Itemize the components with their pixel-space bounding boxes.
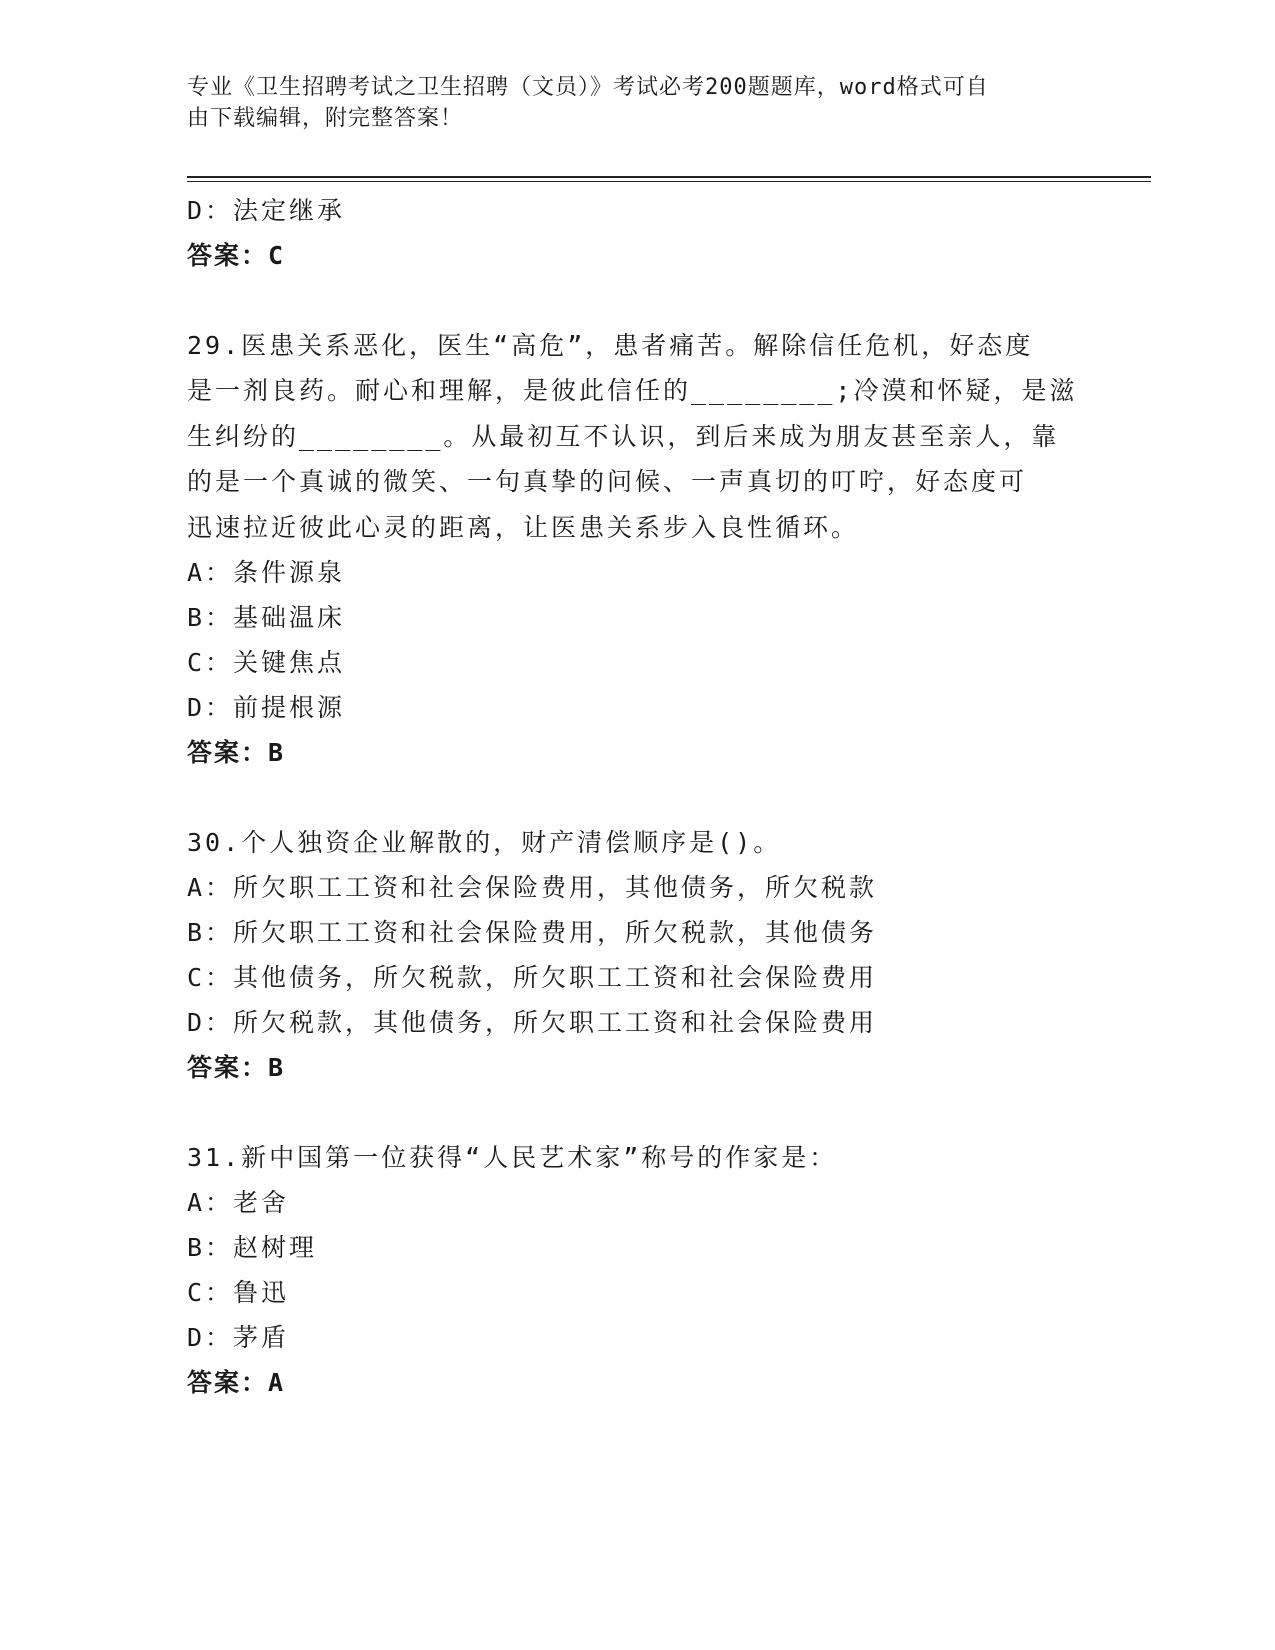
header-rule-thin (187, 181, 1151, 182)
option-d: D：法定继承 (187, 196, 346, 225)
header-rule-thick (187, 176, 1151, 178)
stem-line: 的是一个真诚的微笑、一句真挚的问候、一声真切的叮咛，好态度可 (187, 467, 1028, 497)
option-b: B：赵树理 (187, 1232, 318, 1262)
question-stem: 31.新中国第一位获得“人民艺术家”称号的作家是： (187, 1142, 838, 1172)
option-c: C：其他债务，所欠税款，所欠职工工资和社会保险费用 (187, 962, 878, 992)
option-c: C：鲁迅 (187, 1277, 290, 1307)
option-d: D：前提根源 (187, 692, 346, 722)
question-content (187, 188, 1087, 1405)
stem-line: 29.医患关系恶化，医生“高危”，患者痛苦。解除信任危机，好态度 (187, 331, 1034, 360)
option-d: D：所欠税款，其他债务，所欠职工工资和社会保险费用 (187, 1007, 878, 1037)
answer-line: 答案：A (187, 1367, 286, 1397)
option-b: B：所欠职工工资和社会保险费用，所欠税款，其他债务 (187, 917, 878, 947)
document-header (187, 72, 1067, 134)
question-stem (187, 323, 1078, 550)
question-31 (187, 1135, 1087, 1405)
header-line-1: 专业《卫生招聘考试之卫生招聘（文员）》考试必考200题题库，word格式可自 (187, 75, 989, 100)
question-29 (187, 323, 1087, 775)
stem-line: 是一剂良药。耐心和理解，是彼此信任的________;冷漠和怀疑，是滋 (187, 376, 1078, 406)
spacer (187, 278, 1087, 323)
header-line-2: 由下载编辑，附完整答案！ (187, 106, 464, 131)
answer-line: 答案：B (187, 737, 286, 767)
option-a: A：老舍 (187, 1187, 290, 1217)
option-c: C：关键焦点 (187, 647, 346, 677)
answer-line: 答案：C (187, 241, 286, 270)
question-stem: 30.个人独资企业解散的，财产清偿顺序是()。 (187, 827, 782, 857)
option-a: A：条件源泉 (187, 557, 346, 587)
option-a: A：所欠职工工资和社会保险费用，其他债务，所欠税款 (187, 872, 878, 902)
answer-line: 答案：B (187, 1052, 286, 1082)
option-d: D：茅盾 (187, 1322, 290, 1352)
option-b: B：基础温床 (187, 602, 346, 632)
spacer (187, 1090, 1087, 1135)
stem-line: 迅速拉近彼此心灵的距离，让医患关系步入良性循环。 (187, 512, 860, 542)
question-30 (187, 820, 1087, 1090)
stem-line: 生纠纷的________。从最初互不认识，到后来成为朋友甚至亲人，靠 (187, 421, 1060, 451)
spacer (187, 775, 1087, 820)
